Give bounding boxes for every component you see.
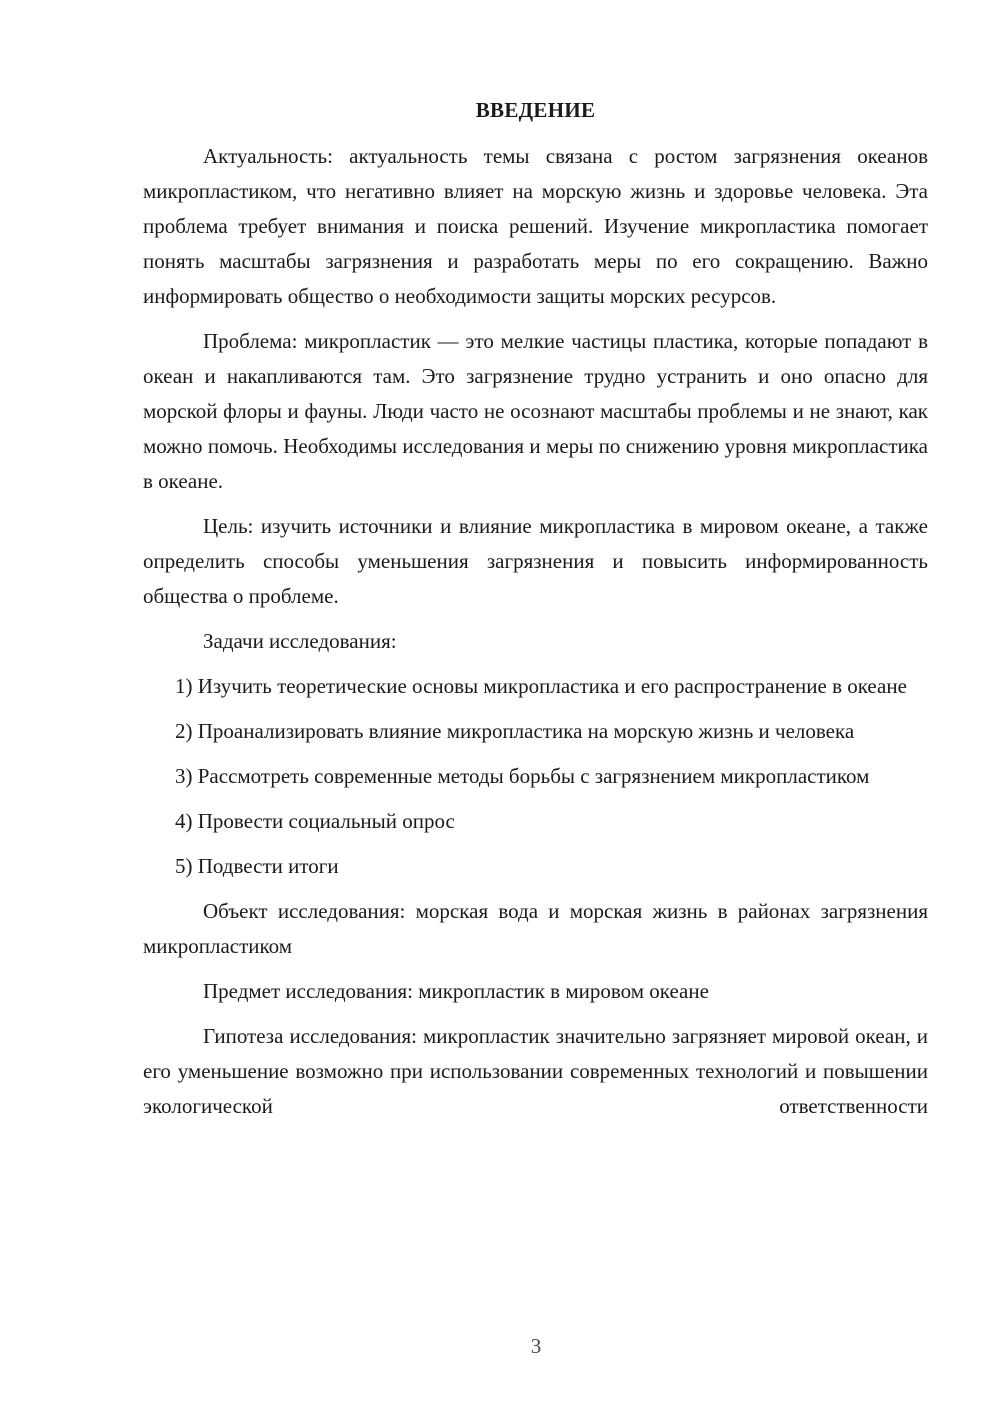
task-item-1: 1) Изучить теоретические основы микропластика и его распространение в океане <box>175 674 907 698</box>
document-page <box>143 95 928 1134</box>
task-item-3: 3) Рассмотреть современные методы борьбы с загрязнением микропластиком <box>175 764 870 788</box>
task-item-4: 4) Провести социальный опрос <box>175 809 455 833</box>
task-item-2: 2) Проанализировать влияние микропластика на морскую жизнь и человека <box>175 719 855 743</box>
paragraph-tasks-heading: Задачи исследования: <box>203 629 397 653</box>
paragraph-subject: Предмет исследования: микропластик в мировом океане <box>203 979 709 1003</box>
paragraph-problem: Проблема: микропластик — это мелкие частицы пластика, которые попадают в океан и накапливаются там. Это загрязнение трудно устранить и оно опасно для морской флоры и фауны. Люди часто не осознают масштабы проблемы и не знают, как можно помочь. Необходимы исследования и меры по снижению уровня микропластика в океане. <box>143 329 928 493</box>
section-title: ВВЕДЕНИЕ <box>475 98 596 122</box>
paragraph-hypothesis: Гипотеза исследования: микропластик значительно загрязняет мировой океан, и его уменьшение возможно при использовании современных технологий и повышении экологической ответственности <box>143 1024 928 1118</box>
paragraph-goal: Цель: изучить источники и влияние микропластика в мировом океане, а также определить способы уменьшения загрязнения и повысить информированность общества о проблеме. <box>143 514 928 608</box>
paragraph-object: Объект исследования: морская вода и морская жизнь в районах загрязнения микропластиком <box>143 899 928 958</box>
task-item-5: 5) Подвести итоги <box>175 854 339 878</box>
paragraph-relevance: Актуальность: актуальность темы связана с ростом загрязнения океанов микропластиком, что негативно влияет на морскую жизнь и здоровье человека. Эта проблема требует внимания и поиска решений. Изучение микропластика помогает понять масштабы загрязнения и разработать меры по его сокращению. Важно информировать общество о необходимости защиты морских ресурсов. <box>143 144 928 308</box>
page-number: 3 <box>530 1334 542 1358</box>
